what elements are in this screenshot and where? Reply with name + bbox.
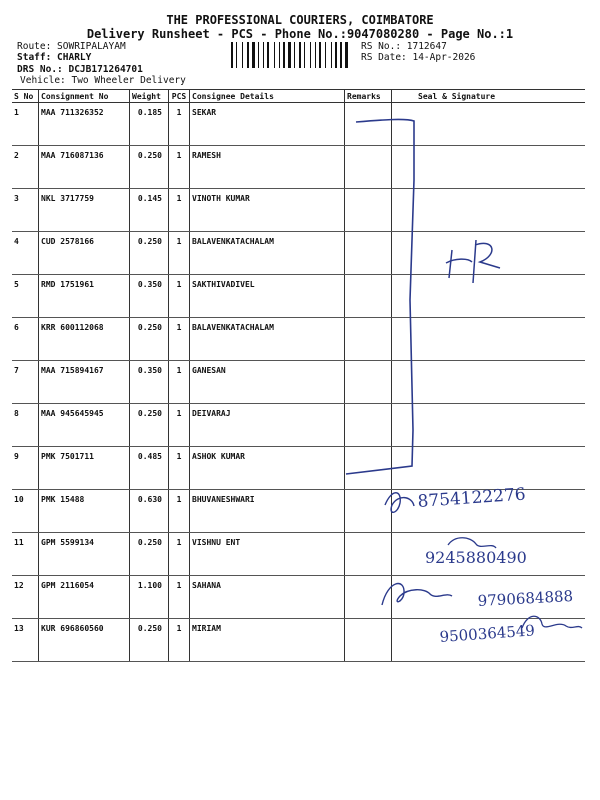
row-consignment-no: PMK 7501711 — [39, 447, 130, 490]
handwritten-phone-2: 9245880490 — [425, 548, 527, 567]
row-remarks — [345, 146, 392, 189]
barcode-image — [231, 42, 355, 68]
row-remarks — [345, 189, 392, 232]
row-consignment-no: MAA 716087136 — [39, 146, 130, 189]
row-weight: 0.485 — [130, 447, 169, 490]
row-sno: 10 — [12, 490, 39, 533]
row-consignee: SEKAR — [190, 103, 345, 146]
row-pcs: 1 — [169, 146, 190, 189]
row-signature-cell — [392, 447, 586, 490]
header-sno: S No — [12, 90, 39, 103]
company-title: THE PROFESSIONAL COURIERS, COIMBATORE — [166, 13, 434, 27]
row-signature-cell — [392, 275, 586, 318]
row-consignee: MIRIAM — [190, 619, 345, 662]
row-sno: 6 — [12, 318, 39, 361]
row-consignment-no: NKL 3717759 — [39, 189, 130, 232]
row-remarks — [345, 490, 392, 533]
table-row — [12, 103, 585, 146]
row-signature-cell — [392, 189, 586, 232]
row-signature-cell — [392, 619, 586, 662]
row-consignment-no: KRR 600112068 — [39, 318, 130, 361]
row-weight: 0.250 — [130, 318, 169, 361]
row-weight: 0.185 — [130, 103, 169, 146]
row-weight: 0.250 — [130, 533, 169, 576]
row-weight: 0.630 — [130, 490, 169, 533]
table-row — [12, 318, 585, 361]
table-row — [12, 232, 585, 275]
row-consignee: RAMESH — [190, 146, 345, 189]
row-signature-cell — [392, 490, 586, 533]
header-pcs: PCS — [169, 90, 190, 103]
table-header-row — [12, 90, 585, 103]
row-remarks — [345, 447, 392, 490]
row-remarks — [345, 404, 392, 447]
row-sno: 2 — [12, 146, 39, 189]
row-sno: 13 — [12, 619, 39, 662]
row-consignment-no: CUD 2578166 — [39, 232, 130, 275]
row-consignment-no: MAA 711326352 — [39, 103, 130, 146]
row-consignment-no: MAA 715894167 — [39, 361, 130, 404]
row-sno: 9 — [12, 447, 39, 490]
rs-number: RS No.: 1712647 — [361, 41, 447, 52]
row-signature-cell — [392, 576, 586, 619]
row-consignee: VINOTH KUMAR — [190, 189, 345, 232]
row-consignee: SAKTHIVADIVEL — [190, 275, 345, 318]
table-row — [12, 361, 585, 404]
row-weight: 0.350 — [130, 275, 169, 318]
row-pcs: 1 — [169, 619, 190, 662]
row-consignee: SAHANA — [190, 576, 345, 619]
row-sno: 1 — [12, 103, 39, 146]
row-pcs: 1 — [169, 447, 190, 490]
runsheet-table — [12, 89, 585, 662]
header-remarks: Remarks — [345, 90, 392, 103]
row-sno: 11 — [12, 533, 39, 576]
row-consignee: BALAVENKATACHALAM — [190, 232, 345, 275]
table-row — [12, 189, 585, 232]
row-weight: 1.100 — [130, 576, 169, 619]
row-signature-cell — [392, 361, 586, 404]
row-weight: 0.250 — [130, 146, 169, 189]
row-sno: 7 — [12, 361, 39, 404]
route-label: Route: SOWRIPALAYAM — [17, 41, 126, 52]
row-sno: 5 — [12, 275, 39, 318]
row-weight: 0.250 — [130, 619, 169, 662]
row-consignment-no: RMD 1751961 — [39, 275, 130, 318]
row-remarks — [345, 103, 392, 146]
row-remarks — [345, 232, 392, 275]
row-consignee: VISHNU ENT — [190, 533, 345, 576]
runsheet-subtitle: Delivery Runsheet - PCS - Phone No.:9047080280 - Page No.:1 — [86, 27, 514, 41]
row-sno: 4 — [12, 232, 39, 275]
header-weight: Weight — [130, 90, 169, 103]
row-pcs: 1 — [169, 318, 190, 361]
row-signature-cell — [392, 146, 586, 189]
row-pcs: 1 — [169, 103, 190, 146]
drs-number: DRS No.: DCJB171264701 — [17, 64, 143, 75]
row-weight: 0.350 — [130, 361, 169, 404]
table-row — [12, 533, 585, 576]
row-signature-cell — [392, 318, 586, 361]
handwritten-phone-3: 9790684888 — [477, 587, 574, 610]
handwritten-phone-1: 8754122276 — [416, 484, 527, 512]
staff-label: Staff: CHARLY — [17, 52, 92, 63]
row-sno: 8 — [12, 404, 39, 447]
row-signature-cell — [392, 232, 586, 275]
row-consignment-no: GPM 2116054 — [39, 576, 130, 619]
row-consignee: BHUVANESHWARI — [190, 490, 345, 533]
table-row — [12, 576, 585, 619]
row-signature-cell — [392, 533, 586, 576]
row-consignee: GANESAN — [190, 361, 345, 404]
row-signature-cell — [392, 404, 586, 447]
row-remarks — [345, 361, 392, 404]
row-consignment-no: KUR 696860560 — [39, 619, 130, 662]
table-row — [12, 146, 585, 189]
row-weight: 0.250 — [130, 232, 169, 275]
table-row — [12, 275, 585, 318]
row-consignee: DEIVARAJ — [190, 404, 345, 447]
table-row — [12, 490, 585, 533]
row-pcs: 1 — [169, 533, 190, 576]
row-consignment-no: GPM 5599134 — [39, 533, 130, 576]
rs-date: RS Date: 14-Apr-2026 — [361, 52, 476, 63]
row-remarks — [345, 576, 392, 619]
vehicle-label: Vehicle: Two Wheeler Delivery — [20, 75, 186, 86]
row-remarks — [345, 275, 392, 318]
row-remarks — [345, 619, 392, 662]
handwritten-phone-4: 9500364549 — [439, 621, 536, 646]
header-seal-signature: Seal & Signature — [392, 90, 586, 103]
table-row — [12, 447, 585, 490]
row-pcs: 1 — [169, 275, 190, 318]
header-consignee: Consignee Details — [190, 90, 345, 103]
row-weight: 0.250 — [130, 404, 169, 447]
row-sno: 12 — [12, 576, 39, 619]
row-consignee: ASHOK KUMAR — [190, 447, 345, 490]
row-sno: 3 — [12, 189, 39, 232]
row-signature-cell — [392, 103, 586, 146]
row-pcs: 1 — [169, 404, 190, 447]
row-pcs: 1 — [169, 490, 190, 533]
row-consignment-no: PMK 15488 — [39, 490, 130, 533]
row-consignment-no: MAA 945645945 — [39, 404, 130, 447]
row-remarks — [345, 318, 392, 361]
table-row — [12, 619, 585, 662]
header-consignment: Consignment No — [39, 90, 130, 103]
row-weight: 0.145 — [130, 189, 169, 232]
row-pcs: 1 — [169, 189, 190, 232]
row-remarks — [345, 533, 392, 576]
row-pcs: 1 — [169, 232, 190, 275]
row-pcs: 1 — [169, 361, 190, 404]
row-pcs: 1 — [169, 576, 190, 619]
table-row — [12, 404, 585, 447]
row-consignee: BALAVENKATACHALAM — [190, 318, 345, 361]
